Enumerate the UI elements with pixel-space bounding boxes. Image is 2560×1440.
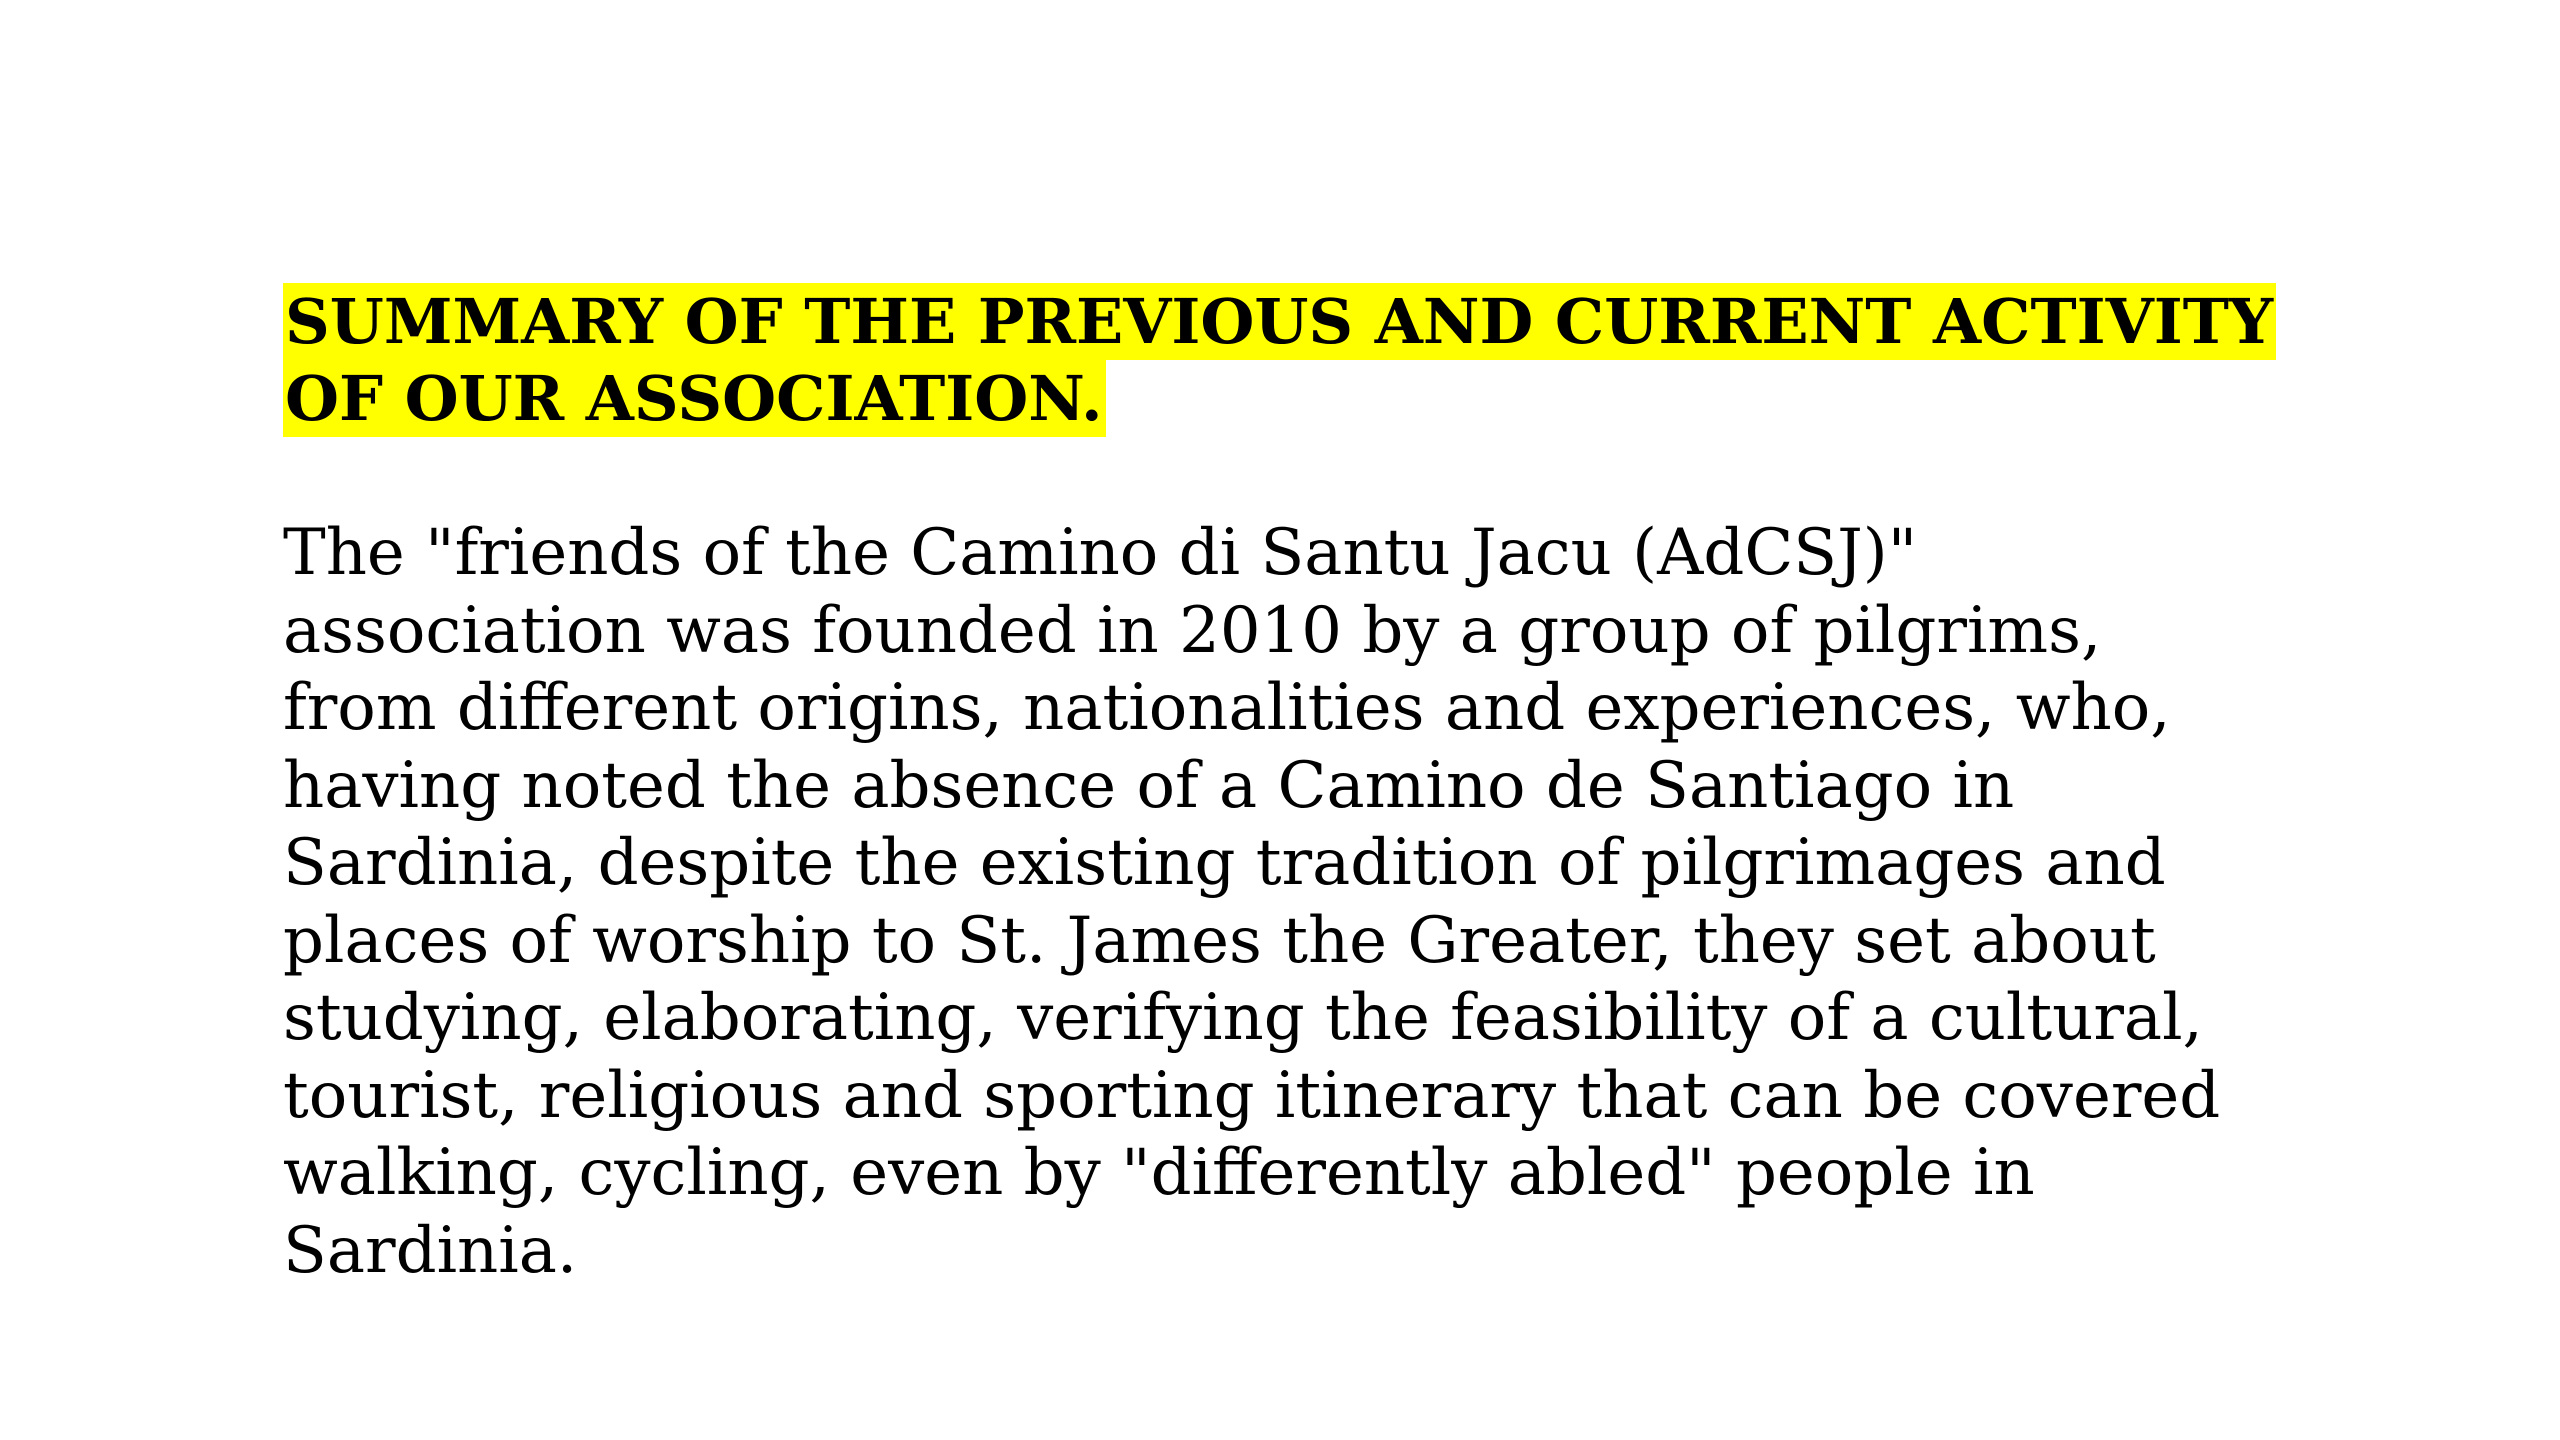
paragraph-line: walking, cycling, even by "differently abled" people in (283, 1136, 2035, 1210)
paragraph-line: association was founded in 2010 by a group of pilgrims, (283, 593, 2102, 668)
paragraph-line: having noted the absence of a Camino de Santiago in (283, 748, 2015, 823)
paragraph-line: Sardinia. (283, 1213, 578, 1288)
section-heading (283, 283, 2283, 437)
paragraph-line: from different origins, nationalities and experiences, who, (283, 671, 2171, 745)
heading-line: OF OUR ASSOCIATION. (283, 360, 1106, 437)
body-paragraph (283, 515, 2220, 1290)
paragraph-line: studying, elaborating, verifying the feasibility of a cultural, (283, 981, 2203, 1055)
heading-line: SUMMARY OF THE PREVIOUS AND CURRENT ACTIVITY (283, 283, 2276, 360)
paragraph-line: Sardinia, despite the existing tradition of pilgrimages and (283, 826, 2166, 900)
paragraph-line: places of worship to St. James the Greater, they set about (283, 903, 2156, 978)
paragraph-line: tourist, religious and sporting itinerary that can be covered (283, 1058, 2221, 1133)
document-content (283, 283, 2283, 1288)
paragraph-line: The "friends of the Camino di Santu Jacu (AdCSJ)" (283, 516, 1918, 590)
